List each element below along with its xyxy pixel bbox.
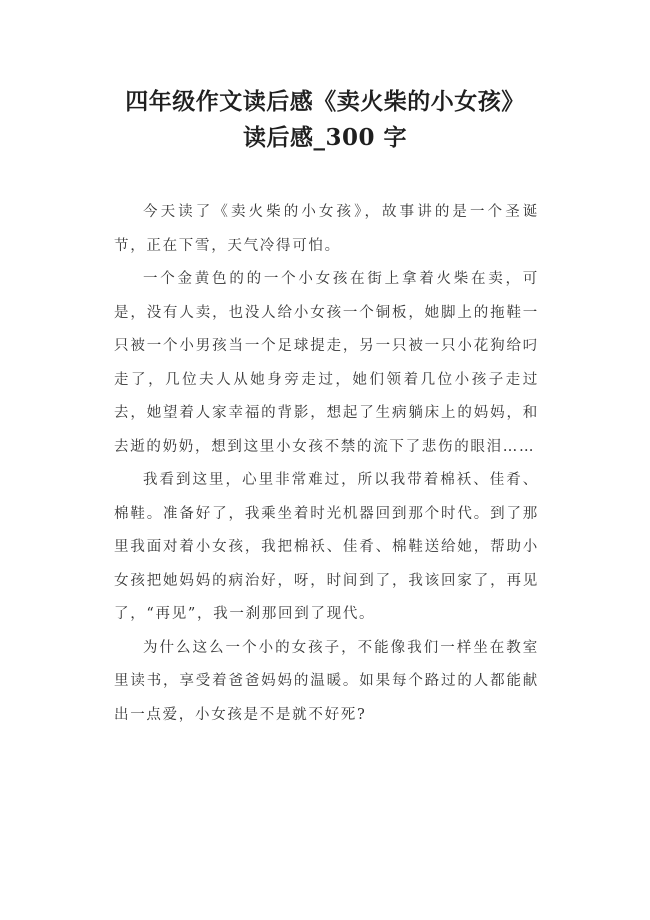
paragraph-2: 一个金黄色的的一个小女孩在街上拿着火柴在卖，可是，没有人卖，也没人给小女孩一个铜板，她脚上的拖鞋一只被一个小男孩当一个足球提走，另一只被一只小花狗给叼走了，几位夫人从她身旁走过，她们领着几位小孩子走过去，她望着人家幸福的背影，想起了生病躺床上的妈妈，和去逝的奶奶，想到这里小女孩不禁的流下了悲伤的眼泪…… — [114, 271, 539, 455]
paragraph-3: 我看到这里，心里非常难过，所以我带着棉袄、佳肴、棉鞋。准备好了，我乘坐着时光机器回到那个时代。到了那里我面对着小女孩，我把棉袄、佳肴、棉鞋送给她，帮助小女孩把她妈妈的病治好，呀，时间到了，我该回家了，再见了，“再见”，我一刹那回到了现代。 — [114, 472, 539, 622]
title-line-2: 读后感_300 字 — [242, 124, 408, 151]
paragraph-4: 为什么这么一个小的女孩子，不能像我们一样坐在教室里读书，享受着爸爸妈妈的温暖。如果每个路过的人都能献出一点爱，小女孩是不是就不好死? — [114, 639, 539, 723]
essay-body — [114, 196, 539, 732]
paragraph-1: 今天读了《卖火柴的小女孩》，故事讲的是一个圣诞节，正在下雪，天气冷得可怕。 — [114, 204, 539, 254]
document-title — [0, 84, 650, 156]
title-line-1: 四年级作文读后感《卖火柴的小女孩》 — [125, 88, 525, 115]
